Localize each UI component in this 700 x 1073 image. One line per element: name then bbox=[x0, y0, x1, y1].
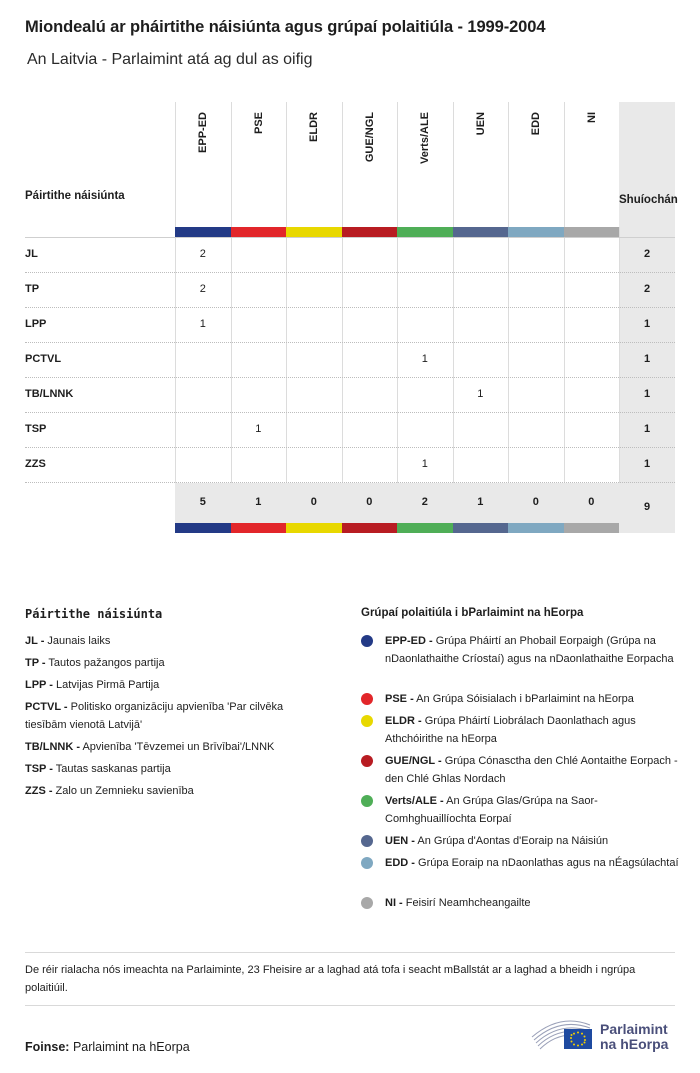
column-total: 5 bbox=[199, 496, 206, 508]
column-header-guengl bbox=[342, 102, 398, 227]
column-color-strip bbox=[342, 523, 398, 533]
column-divider bbox=[508, 227, 509, 483]
column-divider bbox=[453, 227, 454, 483]
group-name: An Grúpa Sóisialach i bParlaimint na hEorpa bbox=[413, 693, 634, 705]
row-rule bbox=[25, 272, 675, 273]
column-color-strip bbox=[453, 523, 509, 533]
row-rule bbox=[25, 307, 675, 308]
row-total: 1 bbox=[643, 388, 651, 400]
column-label: EDD bbox=[530, 112, 543, 136]
column-color-strip bbox=[231, 227, 287, 237]
row-label: ZZS bbox=[25, 458, 46, 470]
column-color-strip bbox=[286, 227, 342, 237]
party-legend-item bbox=[25, 632, 325, 650]
logo-line-1: Parlaimint bbox=[600, 1021, 668, 1037]
column-color-strip bbox=[453, 227, 509, 237]
column-total: 0 bbox=[366, 496, 373, 508]
party-legend-item bbox=[25, 738, 325, 756]
group-abbr: ELDR - bbox=[385, 715, 422, 727]
group-legend-text bbox=[385, 854, 681, 872]
column-total: 0 bbox=[310, 496, 317, 508]
group-legend-text bbox=[385, 712, 681, 748]
party-abbr: TB/LNNK - bbox=[25, 741, 80, 753]
column-header-vertsale bbox=[397, 102, 453, 227]
party-legend-item bbox=[25, 654, 325, 672]
party-name: Zalo un Zemnieku savienība bbox=[52, 785, 194, 797]
column-label: Verts/ALE bbox=[419, 112, 432, 164]
column-divider bbox=[175, 227, 176, 483]
group-abbr: EDD - bbox=[385, 857, 415, 869]
group-color-dot-icon bbox=[361, 857, 373, 869]
group-name: Grúpa Cónasctha den Chlé Aontaithe Eorpach - den Chlé Ghlas Nordach bbox=[385, 755, 678, 785]
group-name: Grúpa Pháirtí Liobrálach Daonlathach agus Athchóirithe na hEorpa bbox=[385, 715, 636, 745]
party-abbr: TP - bbox=[25, 657, 46, 669]
column-color-strip bbox=[397, 523, 453, 533]
party-abbr: ZZS - bbox=[25, 785, 53, 797]
column-color-strip bbox=[231, 523, 287, 533]
column-header-eldr bbox=[286, 102, 342, 227]
column-total: 1 bbox=[477, 496, 484, 508]
group-name: An Grúpa Glas/Grúpa na Saor-Comhghuaillíochta Eorpaí bbox=[385, 795, 598, 825]
party-legend-item bbox=[25, 698, 325, 734]
group-legend-item bbox=[361, 792, 681, 828]
row-label: TB/LNNK bbox=[25, 388, 74, 400]
divider bbox=[25, 1005, 675, 1006]
row-total: 1 bbox=[643, 318, 651, 330]
party-legend-item bbox=[25, 676, 325, 694]
column-total: 0 bbox=[588, 496, 595, 508]
table-cell: 2 bbox=[199, 283, 206, 295]
group-color-dot-icon bbox=[361, 693, 373, 705]
group-abbr: Verts/ALE - bbox=[385, 795, 444, 807]
group-name: Grúpa Pháirtí an Phobail Eorpaigh (Grúpa na nDaonlathaithe Críostaí) agus na nDaonlathaithe Eorpacha bbox=[385, 635, 674, 665]
column-label: PSE bbox=[252, 112, 265, 135]
group-color-dot-icon bbox=[361, 635, 373, 647]
group-color-dot-icon bbox=[361, 897, 373, 909]
row-label: TP bbox=[25, 283, 40, 295]
party-abbr: TSP - bbox=[25, 763, 53, 775]
row-total: 1 bbox=[643, 353, 651, 365]
row-total: 1 bbox=[643, 458, 651, 470]
column-color-strip bbox=[175, 523, 231, 533]
row-label: LPP bbox=[25, 318, 47, 330]
column-label: NI bbox=[585, 112, 598, 123]
page-subtitle: An Laitvia - Parlaimint atá ag dul as oifig bbox=[27, 51, 313, 68]
party-column-header: Páirtithe náisiúnta bbox=[25, 190, 125, 202]
column-label: ELDR bbox=[308, 112, 321, 142]
table-cell: 1 bbox=[477, 388, 484, 400]
row-rule bbox=[25, 342, 675, 343]
table-cell: 2 bbox=[199, 248, 206, 260]
column-color-strip bbox=[508, 523, 564, 533]
group-legend-item bbox=[361, 752, 681, 788]
group-legend-text bbox=[385, 832, 681, 850]
row-rule bbox=[25, 377, 675, 378]
group-legend-item bbox=[361, 832, 681, 850]
table-cell: 1 bbox=[421, 458, 428, 470]
party-abbr: LPP - bbox=[25, 679, 53, 691]
footnote: De réir rialacha nós imeachta na Parlaiminte, 23 Fheisire ar a laghad atá tofa i seacht mBallstát ar a laghad a bheidh i ngrúpa polaitiúil. bbox=[25, 964, 636, 994]
column-divider bbox=[231, 227, 232, 483]
party-legend-item bbox=[25, 782, 325, 800]
column-total: 1 bbox=[255, 496, 262, 508]
party-legend-item bbox=[25, 760, 325, 778]
group-name: Grúpa Eoraip na nDaonlathas agus na nÉagsúlachtaí bbox=[414, 857, 679, 869]
group-legend-text bbox=[385, 894, 681, 912]
column-color-strip bbox=[508, 227, 564, 237]
column-color-strip bbox=[175, 227, 231, 237]
column-header-edd bbox=[508, 102, 564, 227]
row-rule bbox=[25, 482, 675, 483]
group-color-dot-icon bbox=[361, 755, 373, 767]
group-legend-text bbox=[385, 690, 681, 708]
row-label: JL bbox=[25, 248, 38, 260]
group-legend-item bbox=[361, 854, 681, 872]
table-cell: 1 bbox=[199, 318, 206, 330]
column-header-uen bbox=[453, 102, 509, 227]
column-total: 2 bbox=[421, 496, 428, 508]
source-label: Foinse: bbox=[25, 1040, 70, 1054]
column-divider bbox=[564, 227, 565, 483]
group-name: An Grúpa d'Aontas d'Eoraip na Náisiún bbox=[414, 835, 609, 847]
row-rule bbox=[25, 412, 675, 413]
column-color-strip bbox=[342, 227, 398, 237]
column-label: GUE/NGL bbox=[363, 112, 376, 163]
source-text: Parlaimint na hEorpa bbox=[72, 1040, 190, 1054]
group-legend-item bbox=[361, 894, 681, 912]
logo-line-2: na hEorpa bbox=[600, 1036, 669, 1052]
row-total: 2 bbox=[643, 248, 651, 260]
source-line bbox=[25, 1040, 190, 1054]
ep-logo-text bbox=[600, 1022, 668, 1052]
column-color-strip bbox=[397, 227, 453, 237]
party-name: Apvienība 'Tēvzemei un Brīvībai'/LNNK bbox=[80, 741, 275, 753]
column-label: EPP-ED bbox=[197, 112, 210, 153]
grand-total: 9 bbox=[643, 501, 651, 513]
group-abbr: NI - bbox=[385, 897, 403, 909]
group-legend-text bbox=[385, 752, 681, 788]
group-color-dot-icon bbox=[361, 835, 373, 847]
party-name: Tautos pažangos partija bbox=[45, 657, 165, 669]
column-color-strip bbox=[286, 523, 342, 533]
group-abbr: GUE/NGL - bbox=[385, 755, 442, 767]
column-header-epped bbox=[175, 102, 231, 227]
row-label: PCTVL bbox=[25, 353, 62, 365]
column-color-strip bbox=[564, 227, 620, 237]
group-abbr: UEN - bbox=[385, 835, 415, 847]
page-title: Miondealú ar pháirtithe náisiúnta agus grúpaí polaitiúla - 1999-2004 bbox=[25, 18, 546, 36]
header-rule bbox=[25, 237, 675, 238]
column-header-pse bbox=[231, 102, 287, 227]
party-name: Jaunais laiks bbox=[44, 635, 111, 647]
column-divider bbox=[342, 227, 343, 483]
total-column-header: Shuíochán bbox=[619, 194, 678, 206]
party-name: Tautas saskanas partija bbox=[52, 763, 171, 775]
group-legend-text bbox=[385, 632, 681, 668]
row-total: 2 bbox=[643, 283, 651, 295]
column-header-ni bbox=[564, 102, 620, 227]
party-abbr: JL - bbox=[25, 635, 45, 647]
table-cell: 1 bbox=[255, 423, 262, 435]
party-name: Latvijas Pirmā Partija bbox=[52, 679, 160, 691]
row-total: 1 bbox=[643, 423, 651, 435]
group-legend-item bbox=[361, 690, 681, 708]
group-color-dot-icon bbox=[361, 795, 373, 807]
group-abbr: PSE - bbox=[385, 693, 414, 705]
table-cell: 1 bbox=[421, 353, 428, 365]
group-abbr: EPP-ED - bbox=[385, 635, 433, 647]
group-legend-title: Grúpaí polaitiúla i bParlaimint na hEorpa bbox=[361, 607, 584, 619]
group-legend-text bbox=[385, 792, 681, 828]
column-divider bbox=[286, 227, 287, 483]
group-legend-item bbox=[361, 712, 681, 748]
group-legend-item bbox=[361, 632, 681, 668]
party-legend-title: Páirtithe náisiúnta bbox=[25, 607, 163, 621]
column-label: UEN bbox=[474, 112, 487, 136]
group-color-dot-icon bbox=[361, 715, 373, 727]
party-name: Politisko organizāciju apvienība 'Par cilvēka tiesībām vienotā Latvijā' bbox=[25, 701, 284, 731]
column-color-strip bbox=[564, 523, 620, 533]
row-label: TSP bbox=[25, 423, 47, 435]
group-name: Feisirí Neamhcheangailte bbox=[402, 897, 531, 909]
party-abbr: PCTVL - bbox=[25, 701, 68, 713]
divider bbox=[25, 952, 675, 953]
column-total: 0 bbox=[532, 496, 539, 508]
row-rule bbox=[25, 447, 675, 448]
